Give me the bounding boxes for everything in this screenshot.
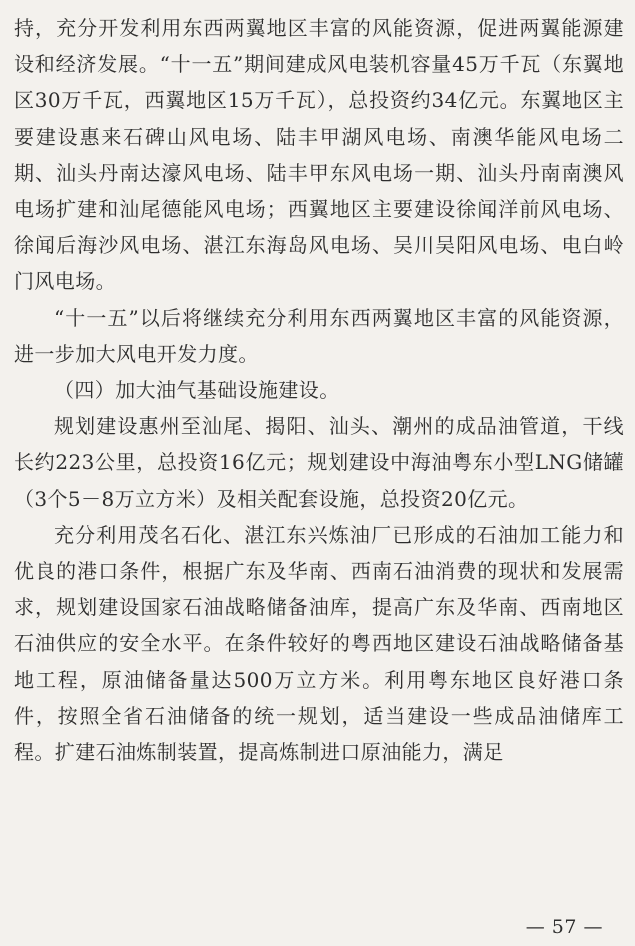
paragraph-wind-energy-development: 持，充分开发利用东西两翼地区丰富的风能资源，促进两翼能源建设和经济发展。“十一五”期间建成风电装机容量45万千瓦（东翼地区30万千瓦，西翼地区15万千瓦），总投资约34亿元。东翼地区主要建设惠来石碑山风电场、陆丰甲湖风电场、南澳华能风电场二期、汕头丹南达濠风电场、陆丰甲东风电场一期、汕头丹南南澳风电场扩建和汕尾德能风电场；西翼地区主要建设徐闻洋前风电场、徐闻后海沙风电场、湛江东海岛风电场、吴川吴阳风电场、电白岭门风电场。 bbox=[14, 16, 624, 294]
paragraph-oil-reserve-and-refinery: 充分利用茂名石化、湛江东兴炼油厂已形成的石油加工能力和优良的港口条件，根据广东及华南、西南石油消费的现状和发展需求，规划建设国家石油战略储备油库，提高广东及华南、西南地区石油供应的安全水平。在条件较好的粤西地区建设石油战略储备基地工程，原油储备量达500万立方米。利用粤东地区良好港口条件，按照全省石油储备的统一规划，适当建设一些成品油储库工程。扩建石油炼制装置，提高炼制进口原油能力，满足 bbox=[14, 522, 624, 765]
document-body bbox=[14, 10, 624, 770]
page-number: — 57 — bbox=[525, 916, 603, 938]
paragraph-oil-pipeline-and-lng: 规划建设惠州至汕尾、揭阳、汕头、潮州的成品油管道，干线长约223公里，总投资16亿元；规划建设中海油粤东小型LNG储罐（3个5－8万立方米）及相关配套设施，总投资20亿元。 bbox=[14, 414, 624, 511]
section-heading-oil-gas-infrastructure: （四）加大油气基础设施建设。 bbox=[54, 378, 340, 403]
paragraph-post-eleventh-five-year-plan: “十一五”以后将继续充分利用东西两翼地区丰富的风能资源，进一步加大风电开发力度。 bbox=[14, 305, 624, 366]
